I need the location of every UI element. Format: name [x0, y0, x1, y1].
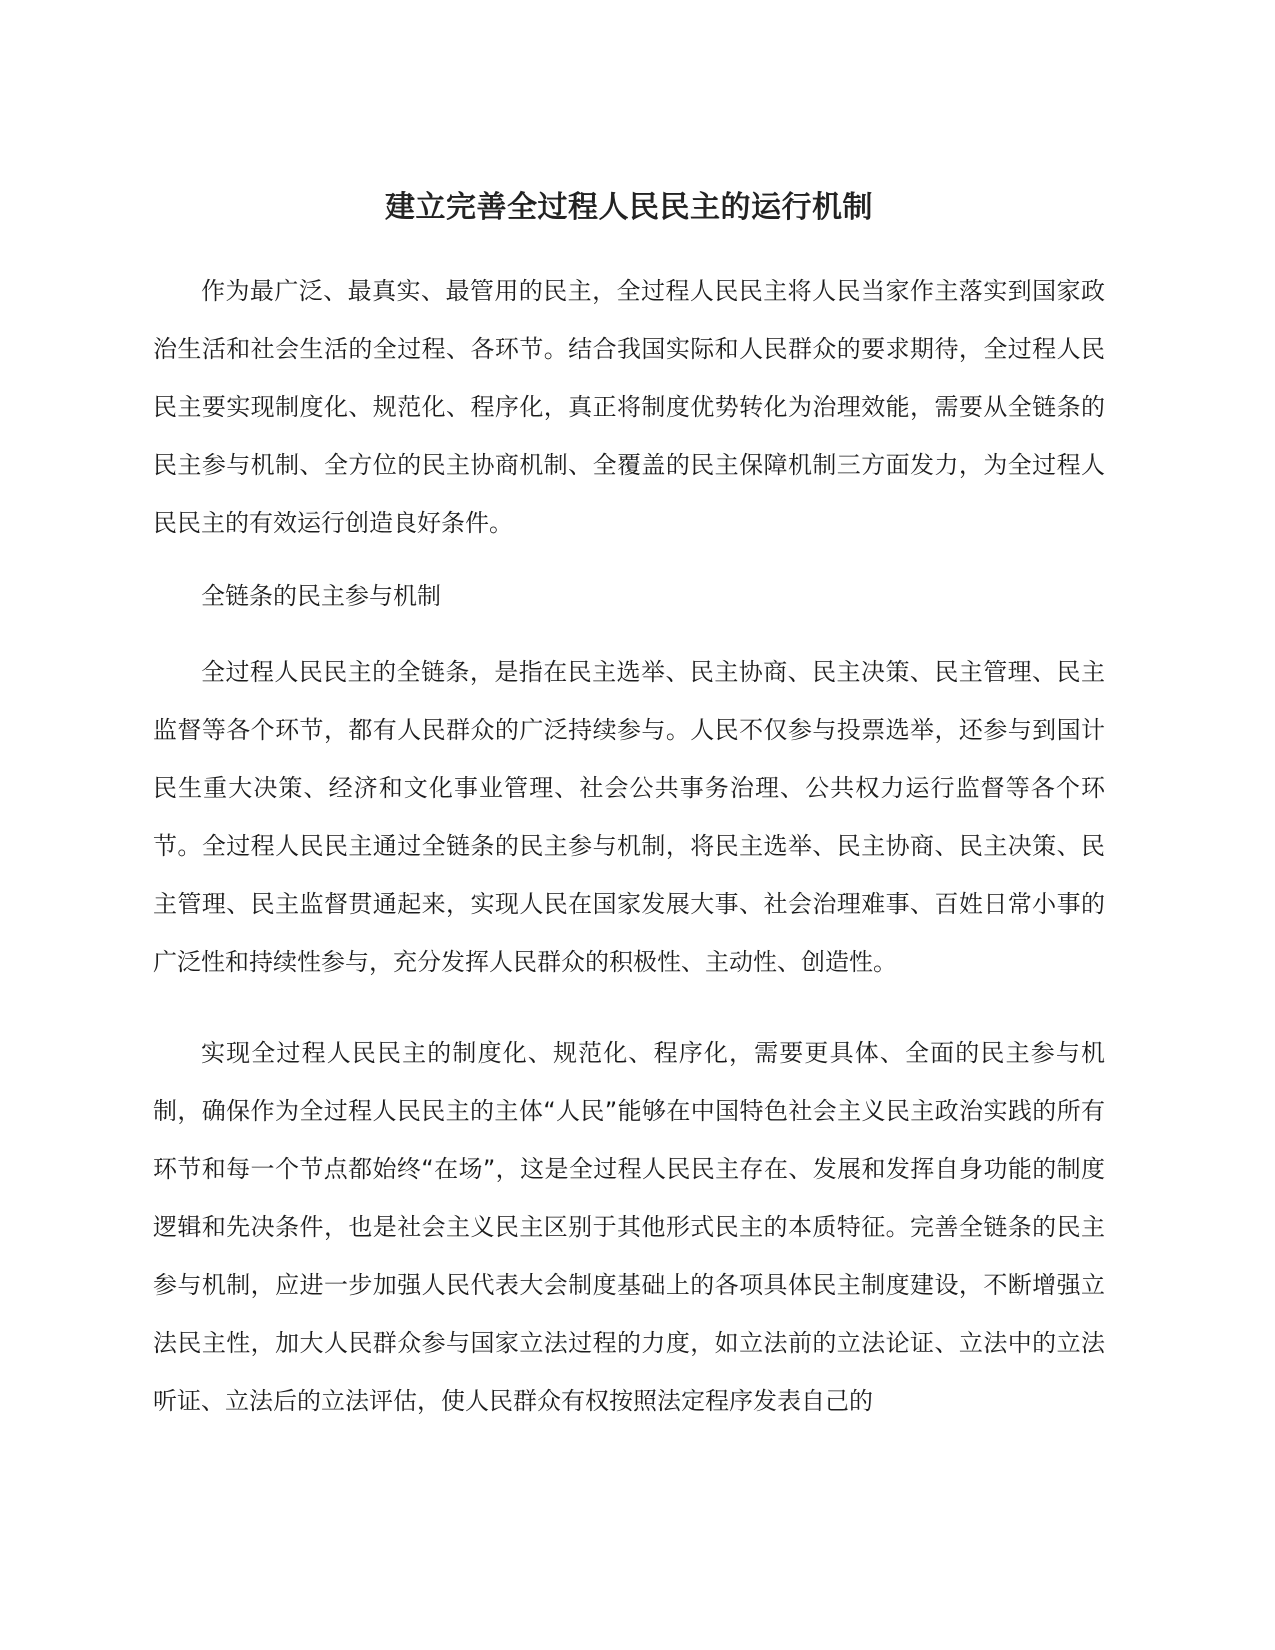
body-paragraph: 实现全过程人民民主的制度化、规范化、程序化，需要更具体、全面的民主参与机制，确保作为全过程人民民主的主体“人民”能够在中国特色社会主义民主政治实践的所有环节和每一个节点都始终“在场”，这是全过程人民民主存在、发展和发挥自身功能的制度逻辑和先决条件，也是社会主义民主区别于其他形式民主的本质特征。完善全链条的民主参与机制，应进一步加强人民代表大会制度基础上的各项具体民主制度建设，不断增强立法民主性，加大人民群众参与国家立法过程的力度，如立法前的立法论证、立法中的立法听证、立法后的立法评估，使人民群众有权按照法定程序发表自己的	[153, 1039, 1105, 1415]
intro-paragraph: 作为最广泛、最真实、最管用的民主，全过程人民民主将人民当家作主落实到国家政治生活和社会生活的全过程、各环节。结合我国实际和人民群众的要求期待，全过程人民民主要实现制度化、规范化、程序化，真正将制度优势转化为治理效能，需要从全链条的民主参与机制、全方位的民主协商机制、全覆盖的民主保障机制三方面发力，为全过程人民民主的有效运行创造良好条件。	[153, 277, 1105, 537]
section-heading: 全链条的民主参与机制	[201, 582, 441, 610]
document-title: 建立完善全过程人民民主的运行机制	[385, 190, 873, 225]
body-paragraph: 全过程人民民主的全链条，是指在民主选举、民主协商、民主决策、民主管理、民主监督等各个环节，都有人民群众的广泛持续参与。人民不仅参与投票选举，还参与到国计民生重大决策、经济和文化事业管理、社会公共事务治理、公共权力运行监督等各个环节。全过程人民民主通过全链条的民主参与机制，将民主选举、民主协商、民主决策、民主管理、民主监督贯通起来，实现人民在国家发展大事、社会治理难事、百姓日常小事的广泛性和持续性参与，充分发挥人民群众的积极性、主动性、创造性。	[153, 658, 1105, 976]
document-page	[153, 188, 1105, 1430]
